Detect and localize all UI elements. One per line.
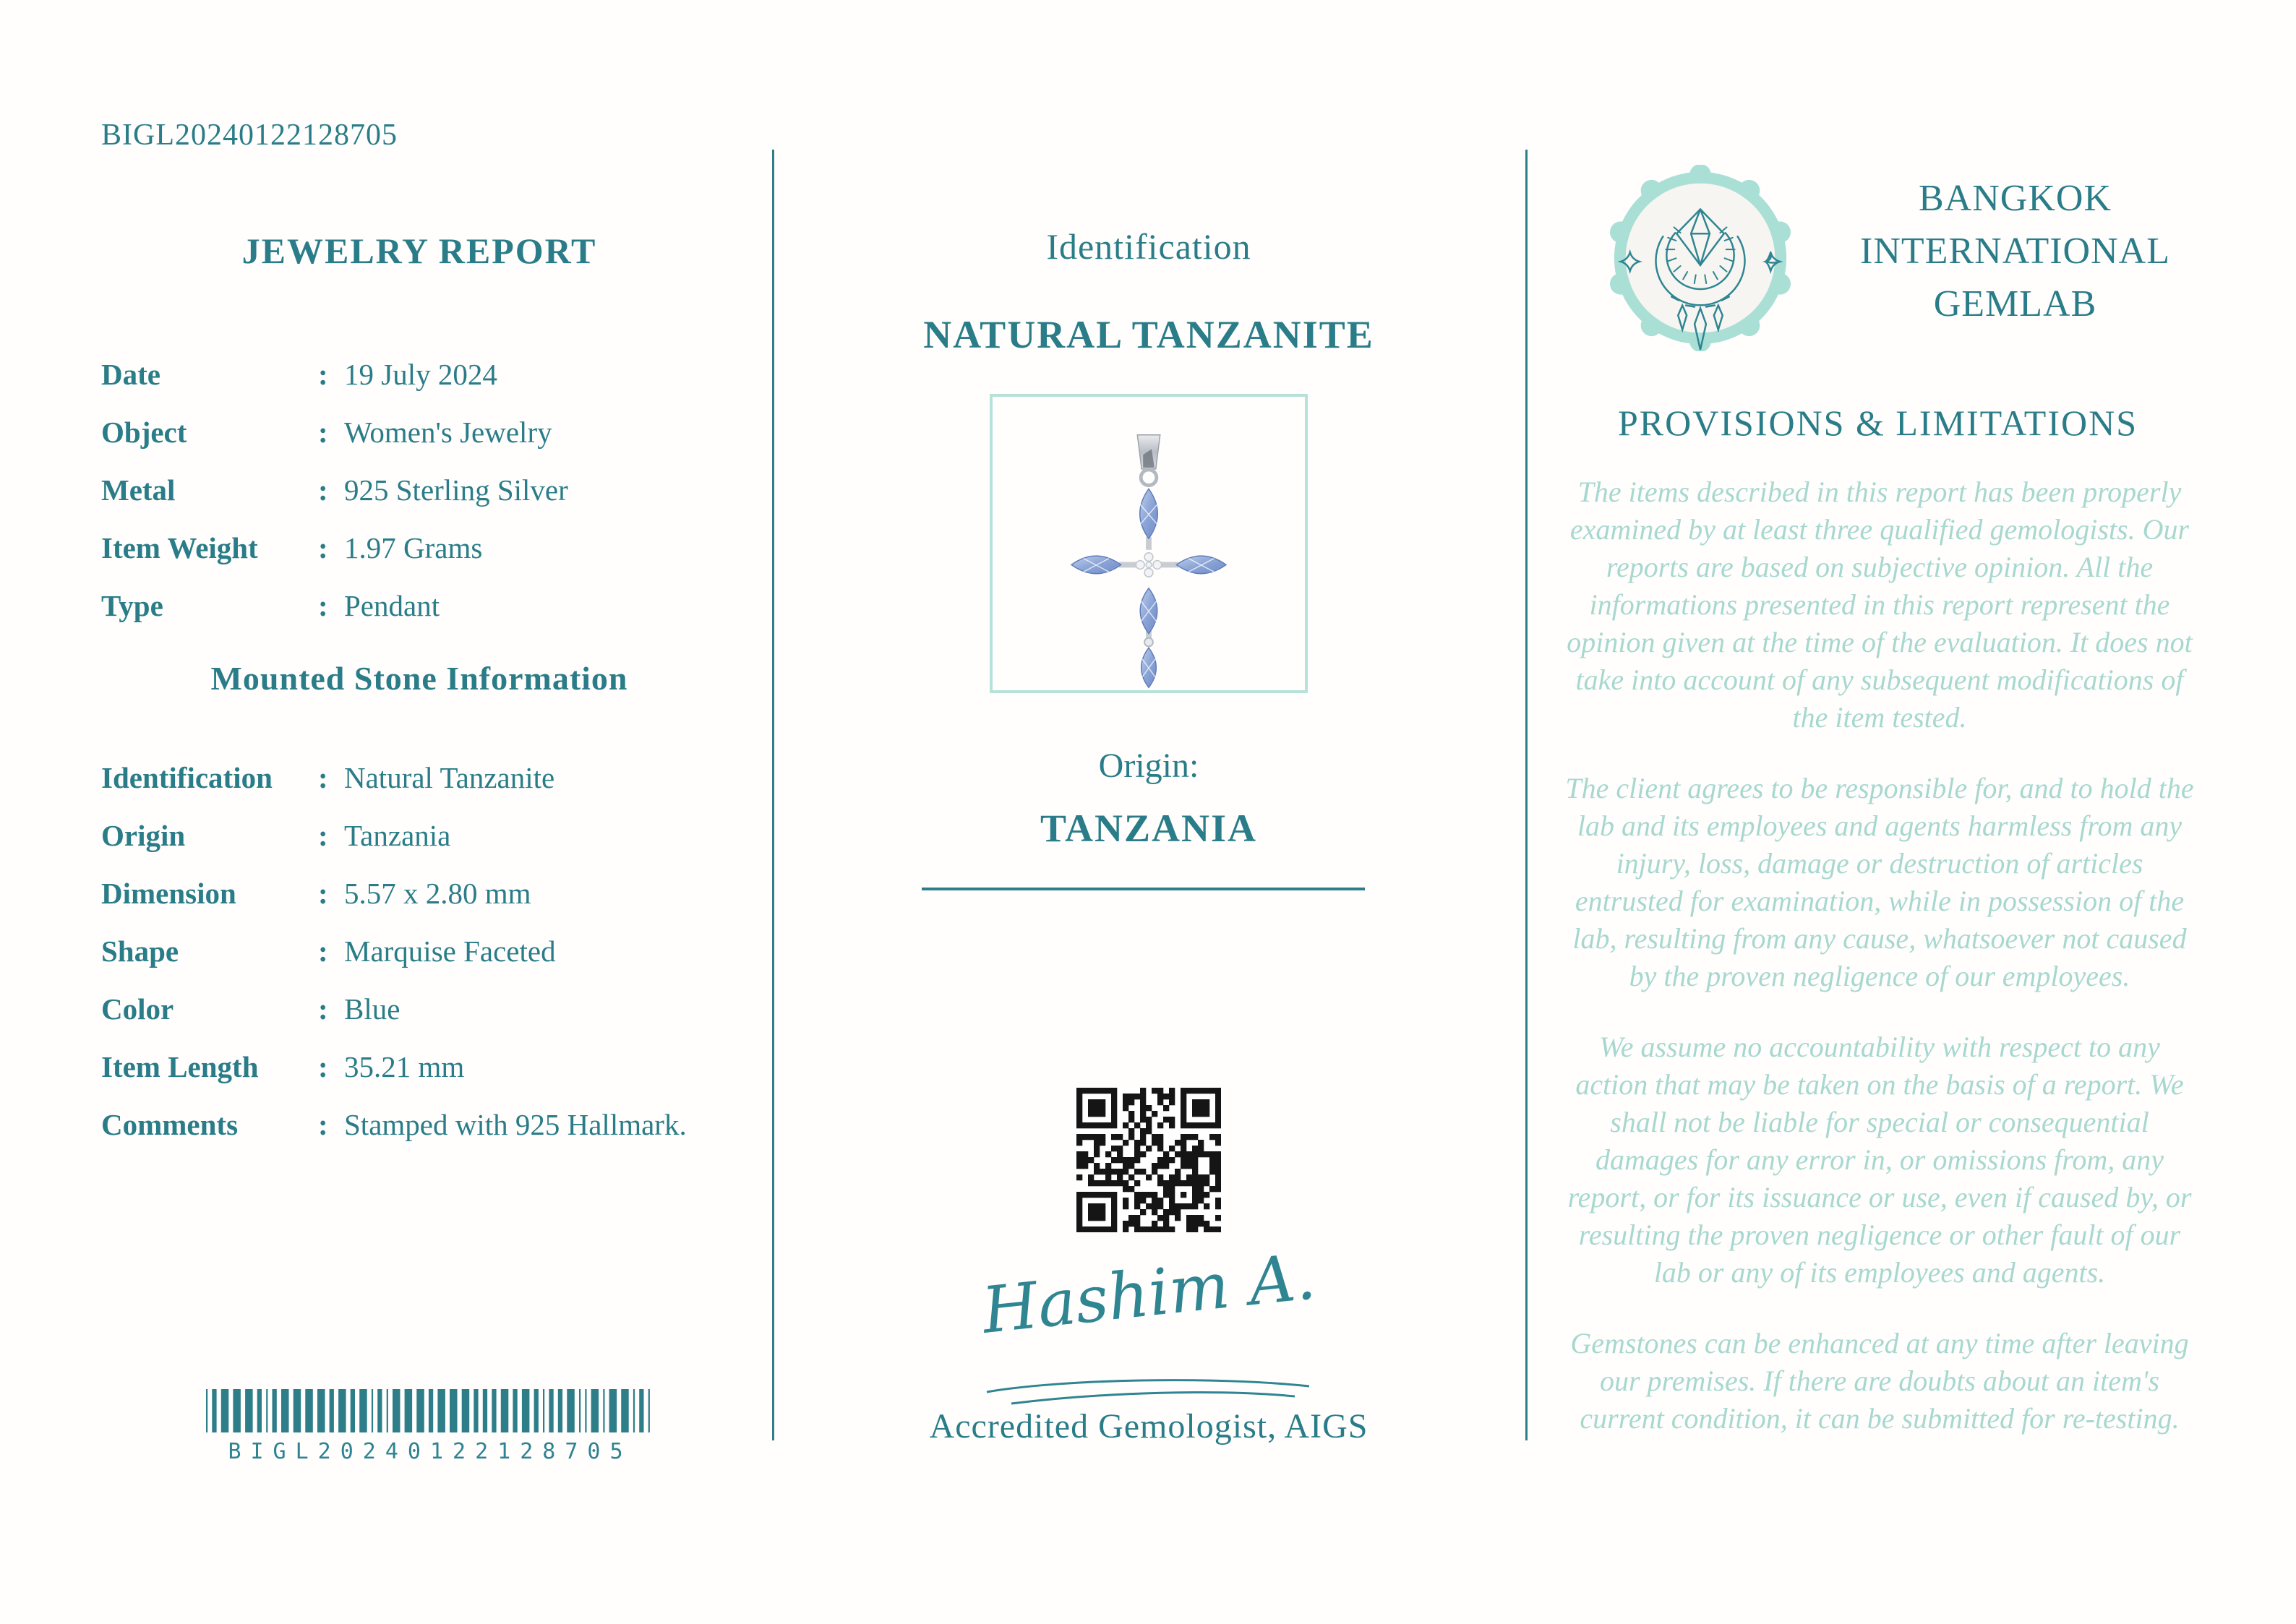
qr-code <box>1076 1088 1221 1232</box>
detail-label: Item Length <box>101 1050 259 1083</box>
colon-separator: : <box>318 589 328 622</box>
detail-value: 19 July 2024 <box>344 358 497 391</box>
gemologist-signature: Hashim A. <box>978 1239 1319 1348</box>
detail-value: 5.57 x 2.80 mm <box>344 877 531 910</box>
provisions-title: PROVISIONS & LIMITATIONS <box>1617 403 2138 443</box>
lab-name <box>1811 172 2219 330</box>
lab-name-line: BANGKOK <box>1919 178 2112 219</box>
detail-value: Blue <box>344 992 400 1026</box>
detail-value: Tanzania <box>344 819 451 852</box>
pendant-link-ring <box>1141 470 1157 486</box>
colon-separator: : <box>318 1108 328 1141</box>
logo-scalloped-ring <box>1610 165 1791 351</box>
report-number: BIGL20240122128705 <box>101 119 398 152</box>
colon-separator: : <box>318 531 328 564</box>
detail-label: Color <box>101 992 174 1026</box>
right-column-divider <box>1525 150 1528 1440</box>
barcode-text: BIGL20240122128705 <box>228 1439 633 1464</box>
colon-separator: : <box>318 935 328 968</box>
detail-label: Identification <box>101 761 273 794</box>
identification-value: NATURAL TANZANITE <box>923 313 1374 356</box>
detail-value: Marquise Faceted <box>344 935 556 968</box>
center-diamond-cluster <box>1136 553 1161 577</box>
colon-separator: : <box>318 877 328 910</box>
colon-separator: : <box>318 473 328 507</box>
pendant-photo-frame <box>990 394 1308 693</box>
detail-value: 1.97 Grams <box>344 531 483 564</box>
detail-value: Stamped with 925 Hallmark. <box>344 1108 687 1141</box>
detail-value: 925 Sterling Silver <box>344 473 568 507</box>
colon-separator: : <box>318 819 328 852</box>
colon-separator: : <box>318 761 328 794</box>
gemologist-title: Accredited Gemologist, AIGS <box>929 1407 1368 1445</box>
detail-label: Metal <box>101 473 176 507</box>
gemlab-logo <box>1607 165 1794 351</box>
origin-value: TANZANIA <box>1040 807 1258 850</box>
origin-heading: Origin: <box>1098 747 1199 785</box>
detail-label: Object <box>101 416 187 449</box>
provision-paragraph: The items described in this report has been properly examined by at least three qualified gemologists. Our reports are based on subjective opinion. All the informations presented in this report represent the opinion given at the time of the evaluation. It does not take into account of any subsequent modifications of the item tested. <box>1567 476 2193 734</box>
pendant-image <box>993 397 1305 690</box>
provision-paragraph: Gemstones can be enhanced at any time after leaving our premises. If there are doubts about an item's current condition, it can be submitted for re-testing. <box>1570 1327 2189 1435</box>
provision-paragraph: We assume no accountability with respect to any action that may be taken on the basis of a report. We shall not be liable for special or consequential damages for any error in, or omissions from, any report, or for its issuance or use, even if caused by, or resulting the proven negligence or other fault of our lab or any of its employees and agents. <box>1567 1031 2192 1289</box>
lab-name-line: GEMLAB <box>1933 283 2097 325</box>
colon-separator: : <box>318 992 328 1026</box>
detail-label: Item Weight <box>101 531 258 564</box>
signature-underline-flourish <box>982 1372 1315 1409</box>
jewelry-report-title: JEWELRY REPORT <box>241 231 597 271</box>
detail-value: Women's Jewelry <box>344 416 552 449</box>
identification-heading: Identification <box>1046 226 1251 267</box>
barcode-bars-graphic <box>206 1389 654 1436</box>
detail-value: Natural Tanzanite <box>344 761 555 794</box>
detail-value: Pendant <box>344 589 440 622</box>
colon-separator: : <box>318 358 328 391</box>
colon-separator: : <box>318 1050 328 1083</box>
provision-paragraph: The client agrees to be responsible for, and to hold the lab and its employees and agents harmless from any injury, loss, damage or destruction of articles entrusted for examination, while in possession of the lab, resulting from any cause, whatsoever not caused by the proven negligence of our employees. <box>1565 772 2194 992</box>
detail-label: Comments <box>101 1108 239 1141</box>
detail-value: 35.21 mm <box>344 1050 465 1083</box>
provisions-paragraphs <box>1565 473 2194 1471</box>
detail-label: Date <box>101 358 160 391</box>
stone-details-table <box>101 749 687 1153</box>
detail-label: Dimension <box>101 877 236 910</box>
horizontal-rule <box>922 888 1365 890</box>
colon-separator: : <box>318 416 328 449</box>
detail-label: Type <box>101 589 163 622</box>
mounted-stone-title: Mounted Stone Information <box>210 660 628 697</box>
detail-label: Origin <box>101 819 186 852</box>
barcode <box>206 1389 654 1464</box>
lab-name-line: INTERNATIONAL <box>1860 231 2170 272</box>
detail-label: Shape <box>101 935 179 968</box>
item-details-table <box>101 345 568 635</box>
